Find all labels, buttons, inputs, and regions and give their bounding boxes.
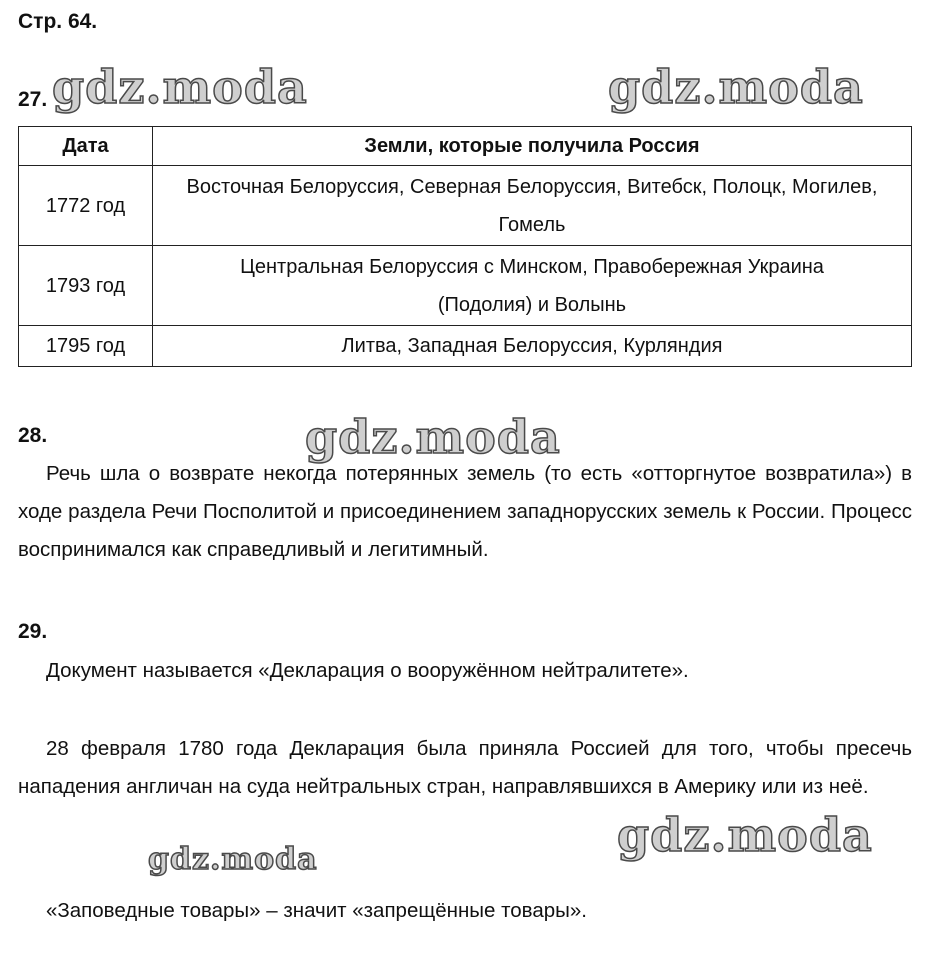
table-header-row [19, 127, 912, 166]
task-29-paragraph-3: «Заповедные товары» – значит «запрещённые товары». [46, 899, 587, 922]
lands-table [18, 126, 912, 367]
table-row [19, 246, 912, 326]
table-cell-date: 1772 год [19, 166, 153, 246]
task-28-number: 28. [18, 424, 48, 447]
task-29-paragraph-2: 28 февраля 1780 года Декларация была приняла Россией для того, чтобы пресечь нападения англичан на суда нейтральных стран, направлявшихся в Америку или из неё. [18, 737, 912, 798]
watermark-logo: gdz.moda [608, 60, 864, 114]
task-29-number: 29. [18, 620, 48, 643]
task-28-text: Речь шла о возврате некогда потерянных земель (то есть «отторгнутое возвратила») в ходе раздела Речи Посполитой и присоединением западнорусских земель к России. Процесс воспринимался как справедливый и легитимный. [18, 462, 912, 561]
column-header-date: Дата [19, 127, 153, 166]
watermark-logo: gdz.moda [305, 410, 561, 464]
table-row [19, 166, 912, 246]
column-header-lands: Земли, которые получила Россия [153, 127, 912, 166]
table-cell-lands: Литва, Западная Белоруссия, Курляндия [153, 326, 912, 367]
watermark-logo: gdz.moda [617, 808, 873, 862]
table-cell-lands: Центральная Белоруссия с Минском, Правобережная Украина (Подолия) и Волынь [153, 246, 912, 326]
task-27-number: 27. [18, 88, 48, 111]
watermark-logo: gdz.moda [148, 842, 318, 877]
page-header: Стр. 64. [18, 10, 98, 33]
table-cell-date: 1795 год [19, 326, 153, 367]
table-cell-date: 1793 год [19, 246, 153, 326]
task-29-paragraph-1: Документ называется «Декларация о вооружённом нейтралитете». [46, 659, 689, 682]
watermark-logo: gdz.moda [52, 60, 308, 114]
table-cell-lands: Восточная Белоруссия, Северная Белоруссия, Витебск, Полоцк, Могилев, Гомель [153, 166, 912, 246]
table-row [19, 326, 912, 367]
